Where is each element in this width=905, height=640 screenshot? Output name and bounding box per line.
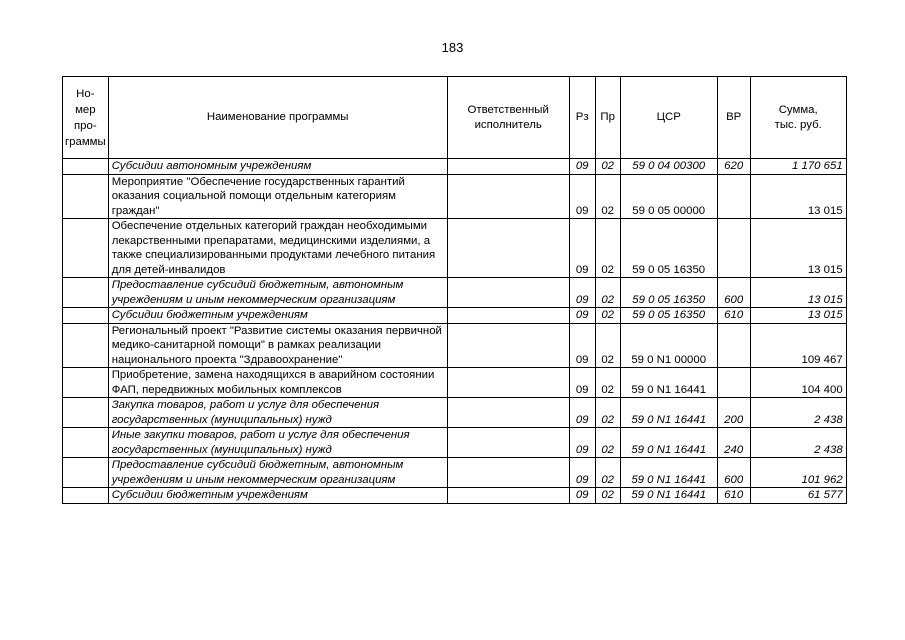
cell-rz: 09	[569, 368, 595, 398]
header-row	[63, 77, 847, 159]
cell-csr: 59 0 N1 16441	[620, 368, 717, 398]
cell-program-number	[63, 323, 109, 368]
budget-table	[62, 76, 847, 504]
cell-sum: 1 170 651	[750, 159, 846, 175]
table-row	[63, 488, 847, 504]
cell-csr: 59 0 N1 16441	[620, 428, 717, 458]
cell-executor	[447, 323, 569, 368]
cell-csr: 59 0 05 16350	[620, 219, 717, 278]
cell-program-number	[63, 368, 109, 398]
cell-csr: 59 0 N1 00000	[620, 323, 717, 368]
cell-sum: 13 015	[750, 308, 846, 324]
cell-csr: 59 0 N1 16441	[620, 458, 717, 488]
header-executor-line: Ответственный	[467, 104, 549, 116]
cell-sum: 13 015	[750, 278, 846, 308]
cell-program-name: Предоставление субсидий бюджетным, автономным учреждениям и иным некоммерческим организациям	[108, 278, 447, 308]
cell-rz: 09	[569, 488, 595, 504]
cell-vr: 600	[717, 278, 750, 308]
cell-program-number	[63, 428, 109, 458]
cell-vr: 600	[717, 458, 750, 488]
header-rz: Рз	[569, 77, 595, 159]
cell-program-number	[63, 398, 109, 428]
table-body	[63, 159, 847, 504]
cell-rz: 09	[569, 398, 595, 428]
table-row	[63, 219, 847, 278]
table-row	[63, 428, 847, 458]
cell-executor	[447, 488, 569, 504]
cell-program-name: Приобретение, замена находящихся в аварийном состоянии ФАП, передвижных мобильных комплексов	[108, 368, 447, 398]
header-sum-line: Сумма,	[778, 104, 818, 116]
table-row	[63, 308, 847, 324]
cell-sum: 104 400	[750, 368, 846, 398]
cell-vr: 620	[717, 159, 750, 175]
cell-rz: 09	[569, 323, 595, 368]
header-executor-line: исполнитель	[474, 118, 542, 131]
cell-program-number	[63, 219, 109, 278]
cell-vr: 610	[717, 488, 750, 504]
table-row	[63, 159, 847, 175]
header-sum	[750, 77, 846, 159]
cell-rz: 09	[569, 428, 595, 458]
cell-pr: 02	[595, 428, 620, 458]
cell-sum: 61 577	[750, 488, 846, 504]
header-pr: Пр	[595, 77, 620, 159]
cell-pr: 02	[595, 159, 620, 175]
cell-sum: 109 467	[750, 323, 846, 368]
cell-program-name: Субсидии бюджетным учреждениям	[108, 488, 447, 504]
cell-executor	[447, 159, 569, 175]
header-sum-line: тыс. руб.	[774, 118, 822, 131]
cell-rz: 09	[569, 458, 595, 488]
cell-executor	[447, 398, 569, 428]
header-num-line: про-	[74, 119, 97, 132]
cell-vr	[717, 323, 750, 368]
cell-executor	[447, 308, 569, 324]
cell-program-name: Закупка товаров, работ и услуг для обеспечения государственных (муниципальных) нужд	[108, 398, 447, 428]
header-executor	[447, 77, 569, 159]
header-num-line: граммы	[65, 135, 106, 148]
cell-rz: 09	[569, 219, 595, 278]
cell-pr: 02	[595, 398, 620, 428]
cell-executor	[447, 219, 569, 278]
cell-pr: 02	[595, 368, 620, 398]
cell-vr: 610	[717, 308, 750, 324]
table-row	[63, 323, 847, 368]
cell-csr: 59 0 05 16350	[620, 278, 717, 308]
cell-executor	[447, 458, 569, 488]
cell-sum: 101 962	[750, 458, 846, 488]
cell-rz: 09	[569, 159, 595, 175]
cell-executor	[447, 278, 569, 308]
cell-rz: 09	[569, 278, 595, 308]
cell-csr: 59 0 05 16350	[620, 308, 717, 324]
cell-pr: 02	[595, 323, 620, 368]
cell-program-name: Обеспечение отдельных категорий граждан необходимыми лекарственными препаратами, медицинскими изделиями, а также специализированными продуктами лечебного питания для детей-инвалидов	[108, 219, 447, 278]
header-csr: ЦСР	[620, 77, 717, 159]
cell-program-name: Иные закупки товаров, работ и услуг для обеспечения государственных (муниципальных) нужд	[108, 428, 447, 458]
cell-program-name: Предоставление субсидий бюджетным, автономным учреждениям и иным некоммерческим организациям	[108, 458, 447, 488]
cell-pr: 02	[595, 308, 620, 324]
cell-vr	[717, 219, 750, 278]
page-number: 183	[441, 40, 464, 55]
cell-program-name: Мероприятие "Обеспечение государственных гарантий оказания социальной помощи отдельным категориям граждан"	[108, 174, 447, 219]
cell-program-name: Субсидии бюджетным учреждениям	[108, 308, 447, 324]
cell-vr: 240	[717, 428, 750, 458]
table-row	[63, 368, 847, 398]
header-vr: ВР	[717, 77, 750, 159]
cell-executor	[447, 174, 569, 219]
cell-program-number	[63, 278, 109, 308]
cell-program-name: Региональный проект "Развитие системы оказания первичной медико-санитарной помощи" в рамках реализации национального проекта "Здравоохранение"	[108, 323, 447, 368]
cell-executor	[447, 428, 569, 458]
header-program-number	[63, 77, 109, 159]
cell-program-number	[63, 488, 109, 504]
cell-pr: 02	[595, 278, 620, 308]
cell-pr: 02	[595, 174, 620, 219]
cell-pr: 02	[595, 458, 620, 488]
cell-vr: 200	[717, 398, 750, 428]
cell-program-number	[63, 458, 109, 488]
cell-rz: 09	[569, 174, 595, 219]
cell-csr: 59 0 N1 16441	[620, 488, 717, 504]
cell-sum: 13 015	[750, 174, 846, 219]
cell-sum: 2 438	[750, 398, 846, 428]
cell-sum: 2 438	[750, 428, 846, 458]
table-row	[63, 278, 847, 308]
cell-rz: 09	[569, 308, 595, 324]
cell-program-number	[63, 174, 109, 219]
cell-pr: 02	[595, 488, 620, 504]
cell-executor	[447, 368, 569, 398]
table-row	[63, 458, 847, 488]
header-program-name: Наименование программы	[108, 77, 447, 159]
cell-csr: 59 0 05 00000	[620, 174, 717, 219]
cell-pr: 02	[595, 219, 620, 278]
table-row	[63, 398, 847, 428]
cell-csr: 59 0 N1 16441	[620, 398, 717, 428]
cell-vr	[717, 174, 750, 219]
header-num-line: мер	[75, 103, 96, 116]
table-row	[63, 174, 847, 219]
header-num-line: Но-	[76, 87, 95, 100]
cell-program-number	[63, 308, 109, 324]
cell-vr	[717, 368, 750, 398]
cell-csr: 59 0 04 00300	[620, 159, 717, 175]
cell-program-number	[63, 159, 109, 175]
cell-program-name: Субсидии автономным учреждениям	[108, 159, 447, 175]
cell-sum: 13 015	[750, 219, 846, 278]
